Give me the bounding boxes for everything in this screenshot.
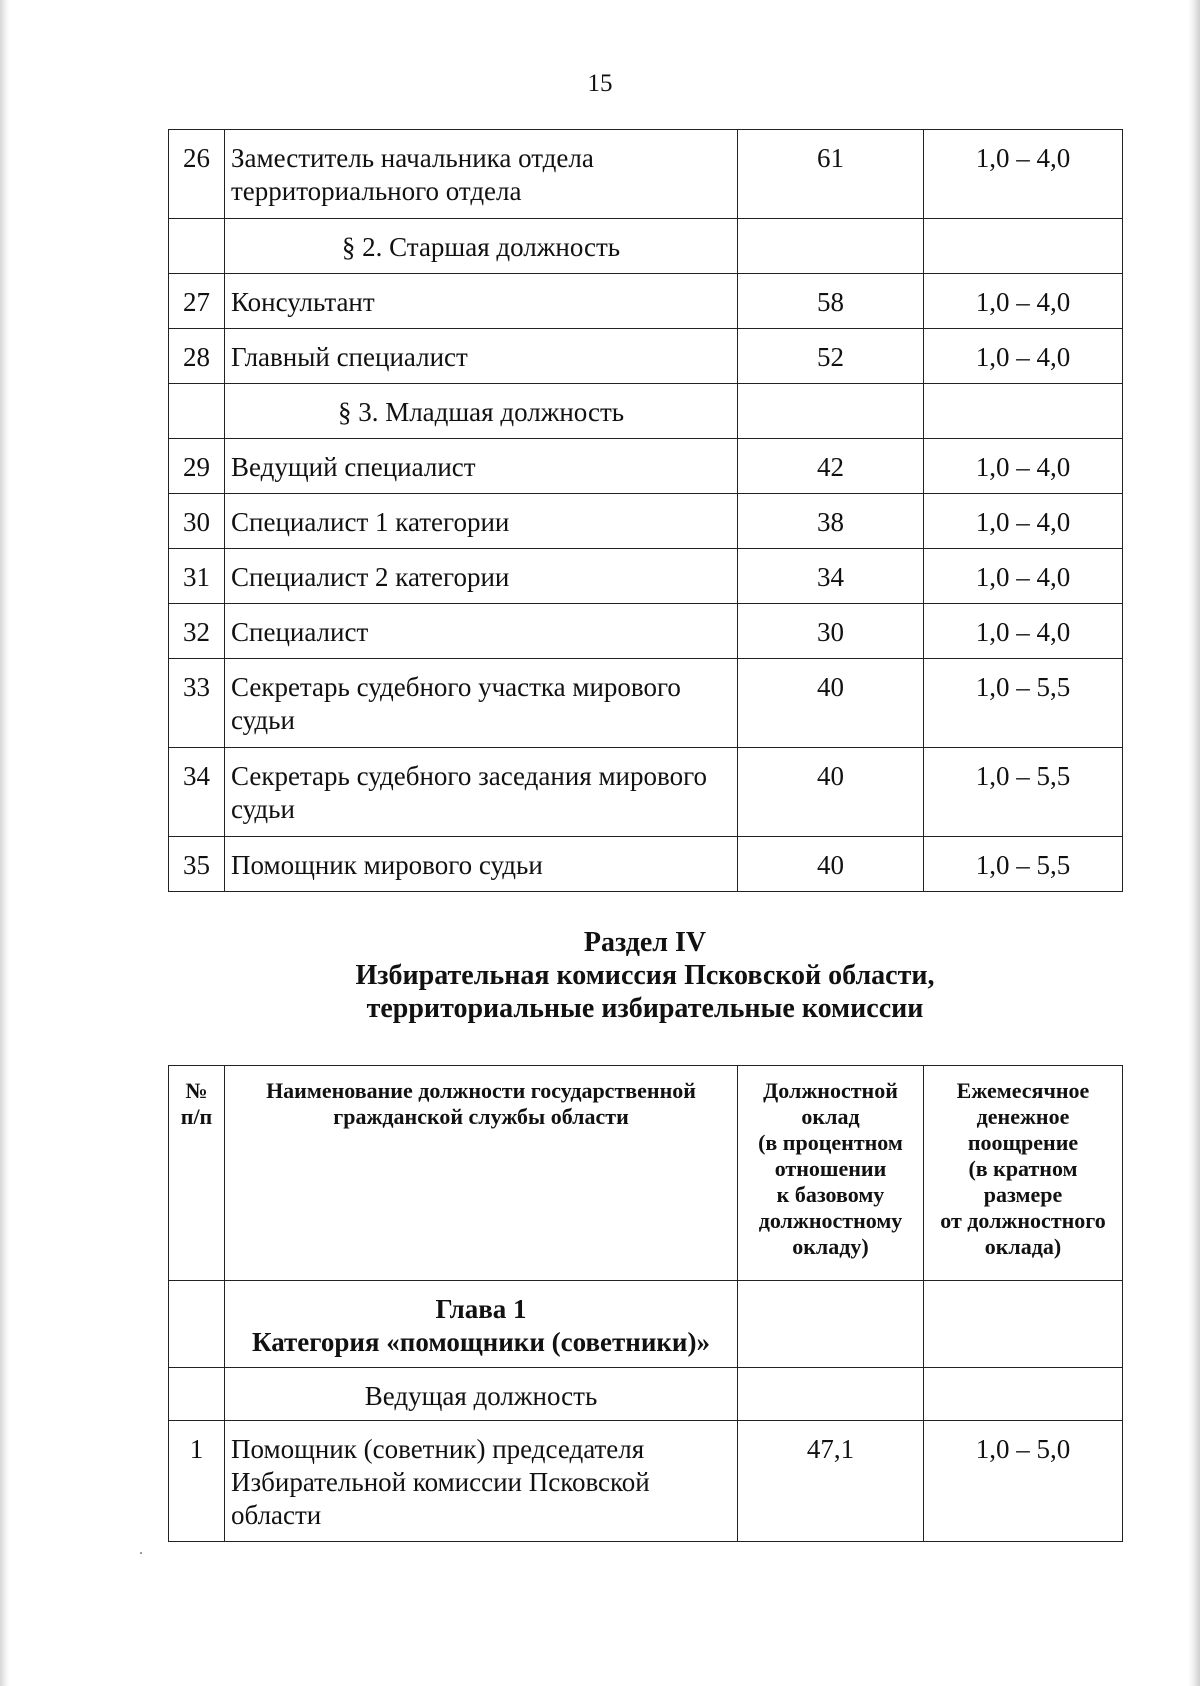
bonus-value: 1,0 – 4,0 <box>924 604 1123 659</box>
scan-speck <box>140 1552 142 1554</box>
bonus-value: 1,0 – 4,0 <box>924 274 1123 329</box>
section-heading <box>168 926 1122 1025</box>
header-bonus <box>924 1066 1123 1281</box>
empty-cell <box>738 1281 924 1368</box>
header-line: окладу) <box>792 1234 869 1259</box>
election-commission-table <box>168 1065 1123 1542</box>
empty-cell <box>738 384 924 439</box>
position-name: Специалист <box>225 604 738 659</box>
position-name: Заместитель начальника отдела территориального отдела <box>225 130 738 219</box>
section-title: § 3. Младшая должность <box>225 384 738 439</box>
row-number: 26 <box>169 130 225 219</box>
header-line: гражданской службы области <box>333 1104 629 1129</box>
section-title: § 2. Старшая должность <box>225 219 738 274</box>
table-row <box>169 659 1123 748</box>
header-line: должностному <box>758 1208 903 1233</box>
bonus-value: 1,0 – 4,0 <box>924 130 1123 219</box>
header-line: Должностной <box>763 1078 898 1103</box>
header-number <box>169 1066 225 1281</box>
empty-cell <box>169 1368 225 1421</box>
empty-cell <box>169 219 225 274</box>
header-line: денежное <box>976 1104 1070 1129</box>
salary-value: 58 <box>738 274 924 329</box>
salary-value: 30 <box>738 604 924 659</box>
header-line: от должностного <box>940 1208 1106 1233</box>
salary-value: 40 <box>738 659 924 748</box>
header-line: (в процентном <box>758 1130 903 1155</box>
table-row-section <box>169 219 1123 274</box>
chapter-line: Категория «помощники (советники)» <box>252 1327 710 1357</box>
header-line: размере <box>983 1182 1063 1207</box>
table-row-chapter <box>169 1281 1123 1368</box>
header-line: Ежемесячное <box>956 1078 1090 1103</box>
position-name: Помощник (советник) председателя Избирательной комиссии Псковской области <box>225 1421 738 1542</box>
header-line: Наименование должности государственной <box>266 1078 696 1103</box>
bonus-value: 1,0 – 5,5 <box>924 659 1123 748</box>
salary-value: 34 <box>738 549 924 604</box>
scan-edge-right <box>1188 0 1200 1686</box>
header-salary <box>738 1066 924 1281</box>
header-line: оклад <box>801 1104 860 1129</box>
table-row <box>169 439 1123 494</box>
chapter-title <box>225 1281 738 1368</box>
empty-cell <box>924 384 1123 439</box>
position-name: Помощник мирового судьи <box>225 837 738 892</box>
table-row <box>169 1421 1123 1542</box>
section-heading-line: территориальные избирательные комиссии <box>366 993 924 1024</box>
salary-value: 47,1 <box>738 1421 924 1542</box>
salary-value: 38 <box>738 494 924 549</box>
header-line: (в кратном <box>968 1156 1078 1181</box>
header-line: № <box>185 1078 208 1103</box>
table-row <box>169 549 1123 604</box>
header-line: к базовому <box>776 1182 885 1207</box>
position-name: Главный специалист <box>225 329 738 384</box>
table-row-section <box>169 384 1123 439</box>
row-number: 31 <box>169 549 225 604</box>
table-row <box>169 837 1123 892</box>
row-number: 35 <box>169 837 225 892</box>
row-number: 30 <box>169 494 225 549</box>
table-row <box>169 130 1123 219</box>
position-name: Секретарь судебного участка мирового судьи <box>225 659 738 748</box>
positions-table-continued <box>168 129 1123 892</box>
position-name: Специалист 1 категории <box>225 494 738 549</box>
row-number: 1 <box>169 1421 225 1542</box>
header-line: оклада) <box>984 1234 1062 1259</box>
empty-cell <box>738 1368 924 1421</box>
row-number: 34 <box>169 748 225 837</box>
bonus-value: 1,0 – 4,0 <box>924 549 1123 604</box>
position-name: Секретарь судебного заседания мирового судьи <box>225 748 738 837</box>
table-row <box>169 604 1123 659</box>
position-name: Консультант <box>225 274 738 329</box>
row-number: 28 <box>169 329 225 384</box>
table-row <box>169 329 1123 384</box>
bonus-value: 1,0 – 5,0 <box>924 1421 1123 1542</box>
salary-value: 40 <box>738 837 924 892</box>
chapter-line: Глава 1 <box>435 1294 527 1324</box>
salary-value: 61 <box>738 130 924 219</box>
section-heading-line: Раздел IV <box>583 927 707 958</box>
empty-cell <box>169 1281 225 1368</box>
table-row <box>169 748 1123 837</box>
empty-cell <box>169 384 225 439</box>
row-number: 27 <box>169 274 225 329</box>
table-row <box>169 494 1123 549</box>
page-number: 15 <box>587 70 613 97</box>
salary-value: 40 <box>738 748 924 837</box>
bonus-value: 1,0 – 4,0 <box>924 439 1123 494</box>
position-name: Ведущий специалист <box>225 439 738 494</box>
empty-cell <box>924 1281 1123 1368</box>
empty-cell <box>738 219 924 274</box>
bonus-value: 1,0 – 5,5 <box>924 837 1123 892</box>
header-position-name <box>225 1066 738 1281</box>
section-heading-line: Избирательная комиссия Псковской области, <box>355 960 935 991</box>
scan-edge-left <box>0 0 10 1686</box>
empty-cell <box>924 219 1123 274</box>
salary-value: 52 <box>738 329 924 384</box>
row-number: 33 <box>169 659 225 748</box>
header-line: п/п <box>180 1104 213 1129</box>
subsection-title: Ведущая должность <box>225 1368 738 1421</box>
salary-value: 42 <box>738 439 924 494</box>
table-row-section <box>169 1368 1123 1421</box>
header-line: поощрение <box>967 1130 1079 1155</box>
row-number: 29 <box>169 439 225 494</box>
bonus-value: 1,0 – 4,0 <box>924 494 1123 549</box>
row-number: 32 <box>169 604 225 659</box>
bonus-value: 1,0 – 5,5 <box>924 748 1123 837</box>
header-line: отношении <box>774 1156 887 1181</box>
table-row <box>169 274 1123 329</box>
empty-cell <box>924 1368 1123 1421</box>
bonus-value: 1,0 – 4,0 <box>924 329 1123 384</box>
table-header-row <box>169 1066 1123 1281</box>
position-name: Специалист 2 категории <box>225 549 738 604</box>
